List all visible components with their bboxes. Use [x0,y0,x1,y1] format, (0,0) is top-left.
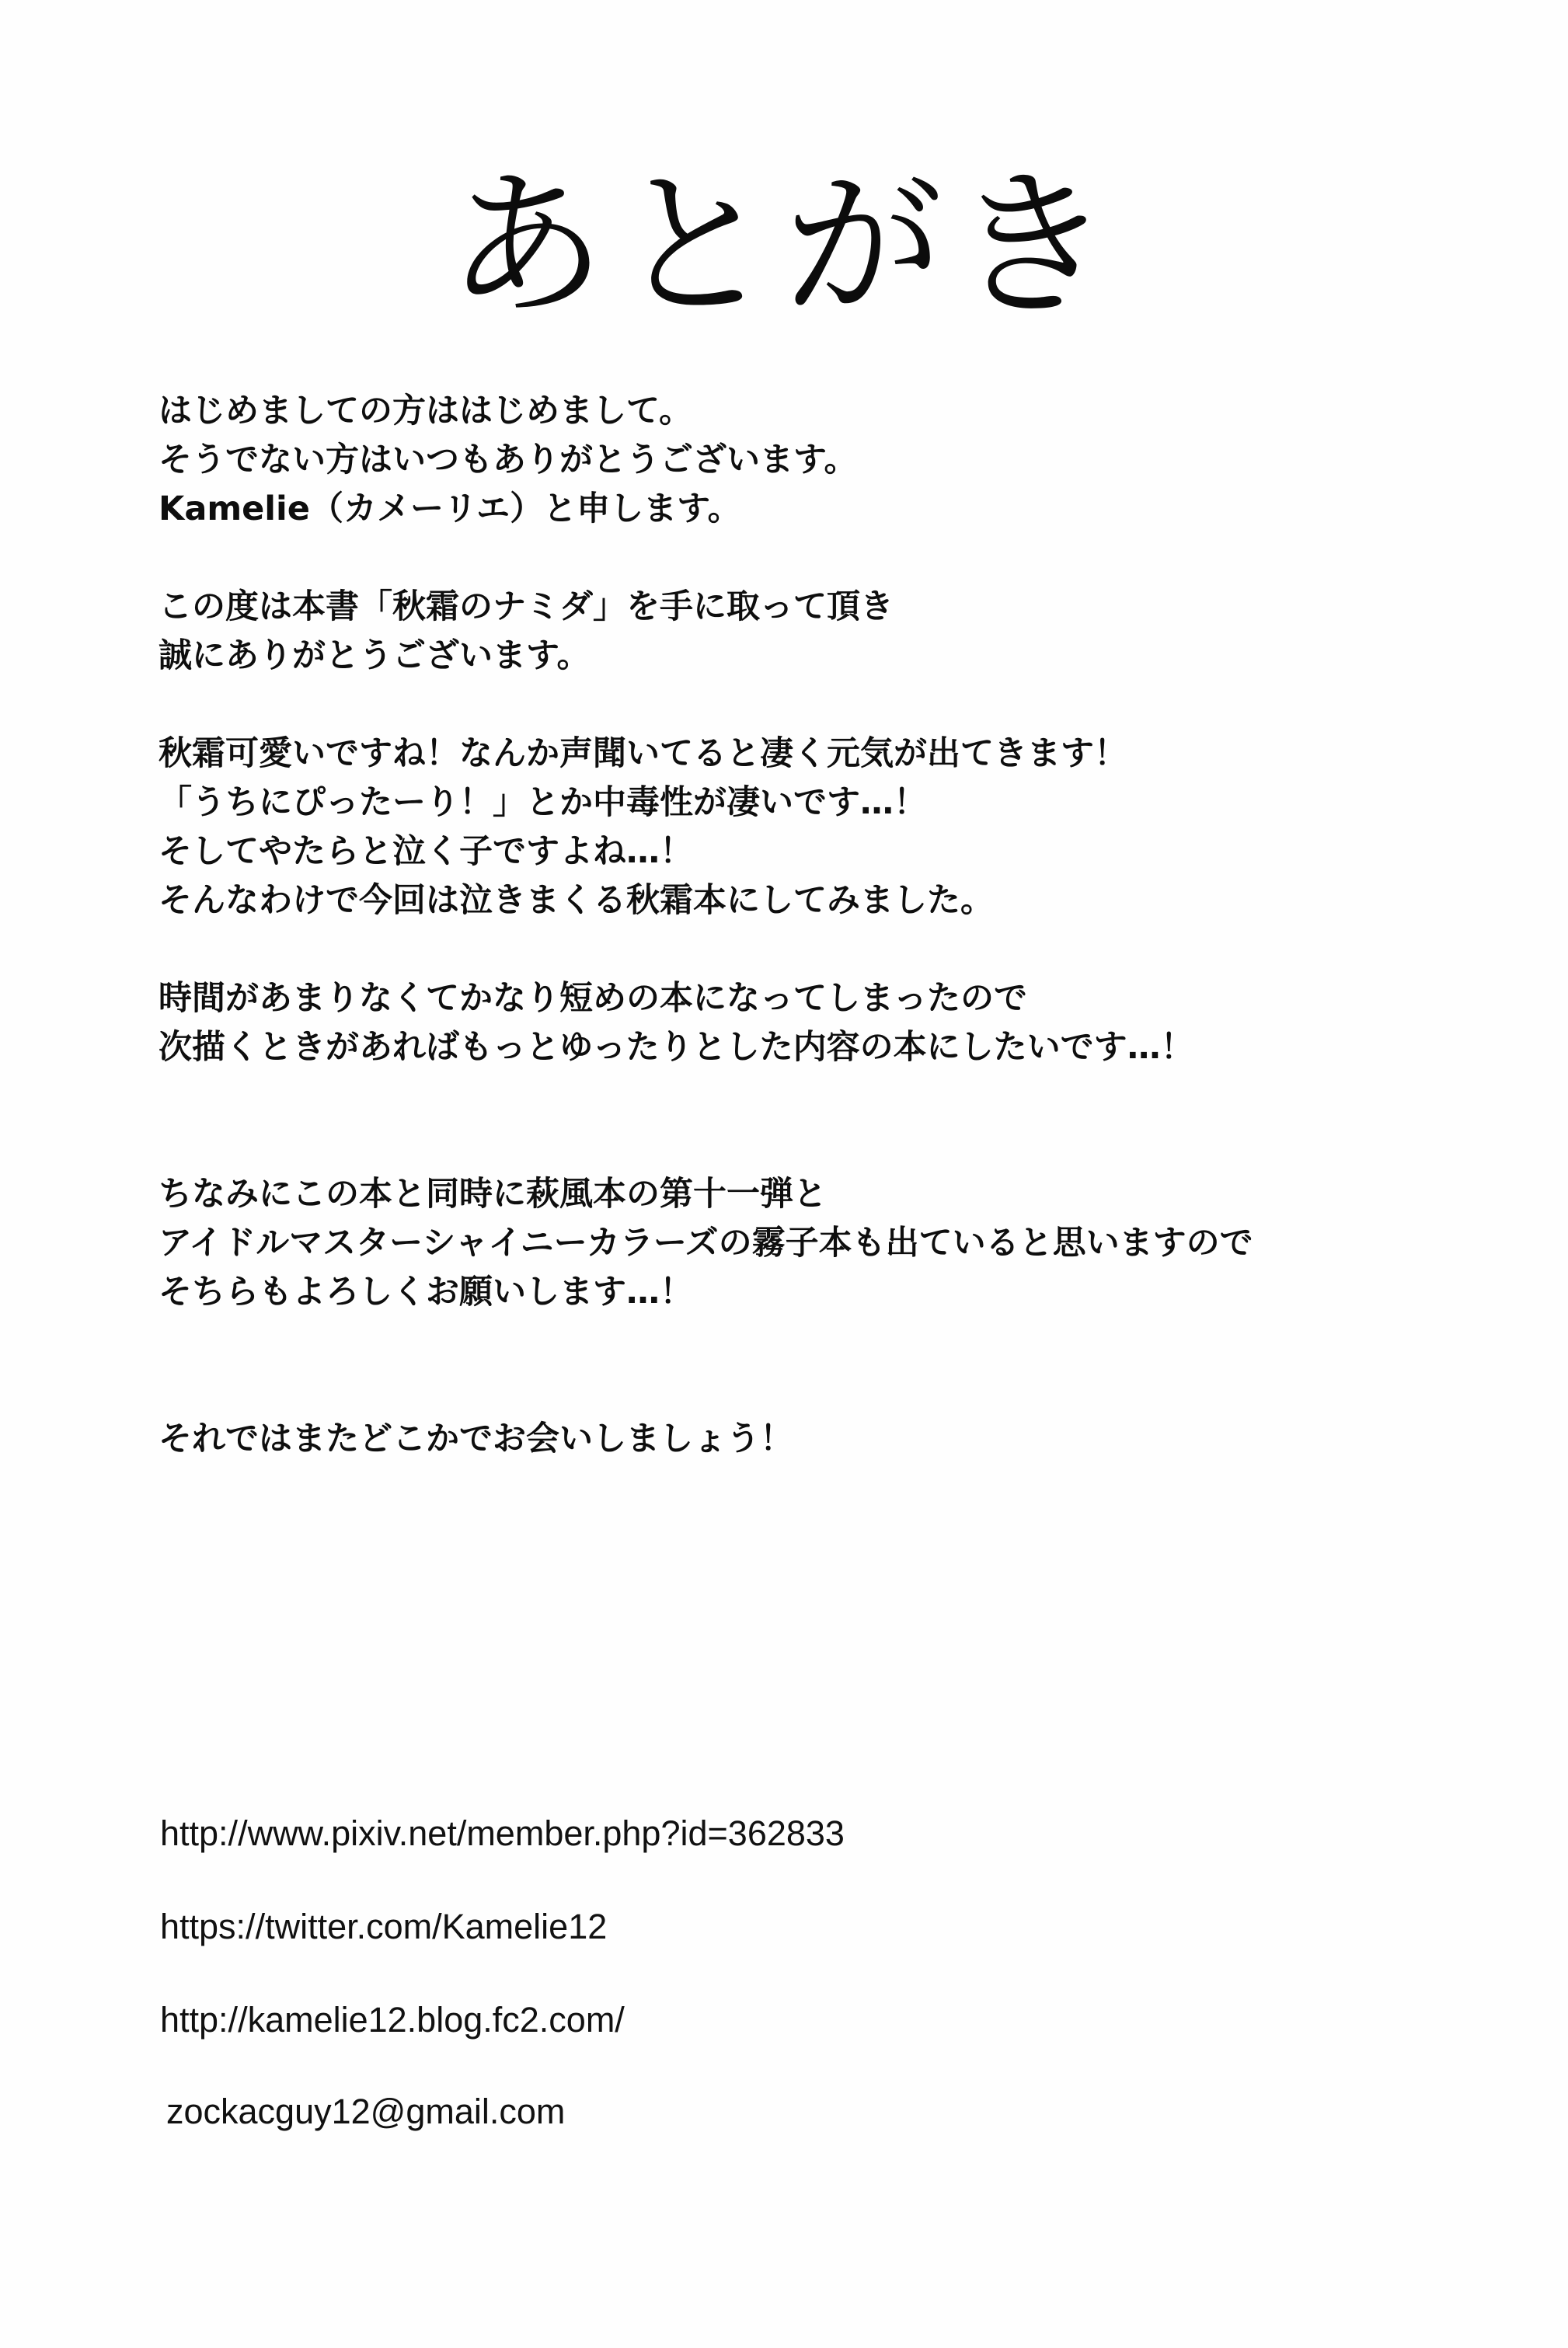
body-line: Kamelie（カメーリエ）と申します。 [159,489,741,528]
body-line: そんなわけで今回は泣きまくる秋霜本にしてみました。 [159,881,994,920]
body-line: 次描くときがあればもっとゆったりとした内容の本にしたいです…！ [159,1028,1194,1067]
body-line: はじめましての方ははじめまして。 [159,392,693,430]
afterword-body [159,387,1441,1464]
body-line: 秋霜可愛いですね！なんか声聞いてると凄く元気が出てきます！ [159,734,1127,773]
page-title: あとがき [447,154,1121,339]
body-line: そしてやたらと泣く子ですよね…！ [159,832,693,871]
blog-link[interactable]: http://kamelie12.blog.fc2.com/ [160,2000,625,2040]
paragraph-gap [159,681,1441,730]
body-line: 時間があまりなくてかなり短めの本になってしまったので [159,979,1027,1018]
paragraph-gap [159,534,1441,583]
body-line: 誠にありがとうございます。 [159,636,591,675]
paragraph-gap [159,1317,1441,1415]
body-line: そうでない方はいつもありがとうございます。 [159,441,858,479]
body-line: ちなみにこの本と同時に萩風本の第十一弾と [159,1175,827,1214]
email-address[interactable]: zockacguy12@gmail.com [166,2092,566,2131]
paragraph-gap [159,925,1441,974]
body-line: 「うちにぴったーり！」とか中毒性が凄いです…！ [159,783,927,822]
body-line: そちらもよろしくお願いします…！ [159,1273,693,1312]
body-line: この度は本書「秋霜のナミダ」を手に取って頂き [159,587,894,626]
paragraph-gap [159,1072,1441,1170]
pixiv-link[interactable]: http://www.pixiv.net/member.php?id=362833 [160,1813,845,1853]
body-line: それではまたどこかでお会いしましょう！ [159,1420,793,1458]
body-line: アイドルマスターシャイニーカラーズの霧子本も出ていると思いますので [159,1224,1253,1263]
twitter-link[interactable]: https://twitter.com/Kamelie12 [160,1907,608,1946]
